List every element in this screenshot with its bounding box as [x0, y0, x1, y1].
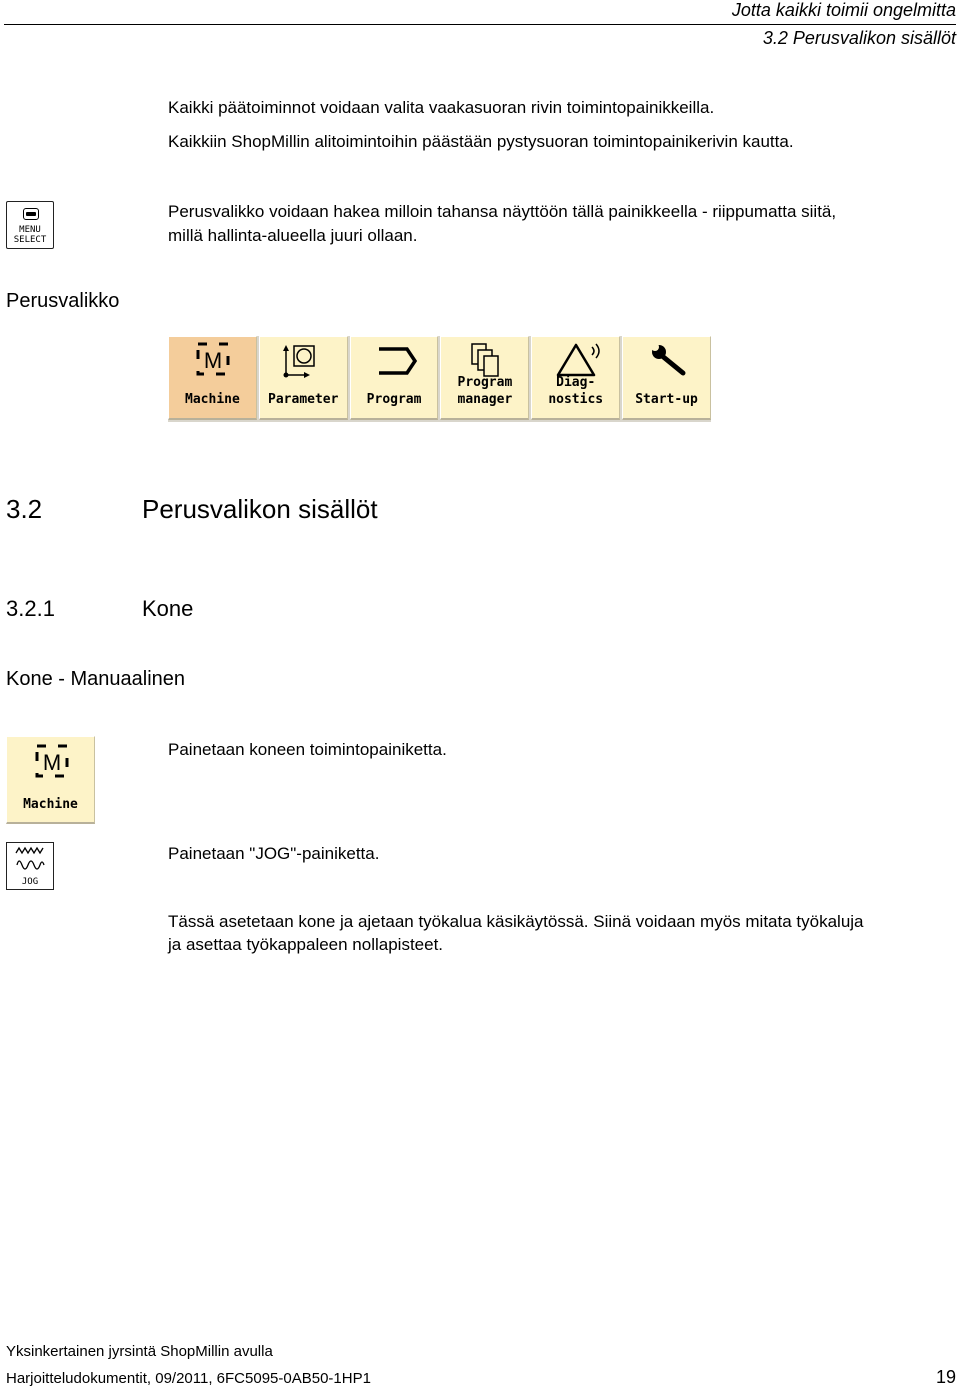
machine-softkey-label: Machine	[23, 797, 78, 812]
jog-key[interactable]	[6, 842, 54, 890]
softkey-label: Program	[366, 392, 422, 407]
footer-title: Yksinkertainen jyrsintä ShopMillin avulla	[6, 1343, 273, 1360]
menu-select-text-2: millä hallinta-alueella juuri ollaan.	[168, 226, 418, 245]
description-line-1: Tässä asetetaan kone ja ajetaan työkalua käsikäytössä. Siinä voidaan myös mitata työkaluja	[168, 912, 864, 931]
softkey-program[interactable]	[350, 336, 439, 420]
machine-softkey[interactable]	[6, 736, 95, 824]
softkey-label: Program manager	[457, 375, 513, 407]
softkey-program-manager[interactable]	[440, 336, 529, 420]
softkey-diagnostics[interactable]	[531, 336, 620, 420]
section-title: Perusvalikon sisällöt	[142, 494, 378, 524]
intro-line-2: Kaikkiin ShopMillin alitoimintoihin päästään pystysuoran toimintopainikerivin kautta.	[168, 132, 794, 151]
program-icon	[351, 341, 440, 381]
header-section: 3.2 Perusvalikon sisällöt	[762, 28, 956, 48]
machine-icon	[7, 743, 96, 783]
description-line-2: ja asettaa työkappaleen nollapisteet.	[168, 935, 444, 954]
footer-page-number: 19	[935, 1367, 956, 1387]
svg-text:M: M	[42, 750, 62, 775]
wrench-icon	[623, 341, 712, 381]
subsection-number: 3.2.1	[6, 596, 55, 621]
menu-select-icon	[23, 208, 39, 220]
svg-text:M: M	[203, 348, 223, 373]
softkey-bar	[168, 336, 711, 422]
parameter-icon	[260, 341, 349, 381]
softkey-parameter[interactable]	[259, 336, 348, 420]
header-rule	[4, 24, 956, 25]
menu-key-label-2: SELECT	[13, 235, 47, 245]
kone-manual-heading: Kone - Manuaalinen	[6, 668, 186, 690]
subsection-title: Kone	[142, 596, 194, 621]
menu-select-key[interactable]	[6, 201, 54, 249]
menu-key-label-1: MENU	[19, 225, 41, 235]
footer-doc: Harjoitteludokumentit, 09/2011, 6FC5095-0AB50-1HP1	[6, 1370, 371, 1387]
basic-menu-heading: Perusvalikko	[6, 290, 120, 312]
softkey-label: Machine	[185, 392, 240, 407]
section-number: 3.2	[6, 494, 43, 524]
softkey-label: Parameter	[268, 392, 339, 407]
jog-icon	[7, 843, 53, 877]
machine-icon	[169, 341, 258, 381]
header-chapter: Jotta kaikki toimii ongelmitta	[731, 0, 956, 20]
softkey-start-up[interactable]	[622, 336, 711, 420]
jog-key-label: JOG	[21, 877, 39, 887]
intro-line-1: Kaikki päätoiminnot voidaan valita vaakasuoran rivin toimintopainikkeilla.	[168, 98, 715, 117]
step-2-text: Painetaan "JOG"-painiketta.	[168, 844, 380, 863]
menu-select-text-1: Perusvalikko voidaan hakea milloin tahansa näyttöön tällä painikkeella - riippumatta siitä,	[168, 202, 837, 221]
step-1-text: Painetaan koneen toimintopainiketta.	[168, 740, 447, 759]
softkey-label: Start-up	[635, 392, 698, 407]
softkey-label: Diag- nostics	[548, 375, 604, 407]
softkey-machine[interactable]	[168, 336, 257, 420]
